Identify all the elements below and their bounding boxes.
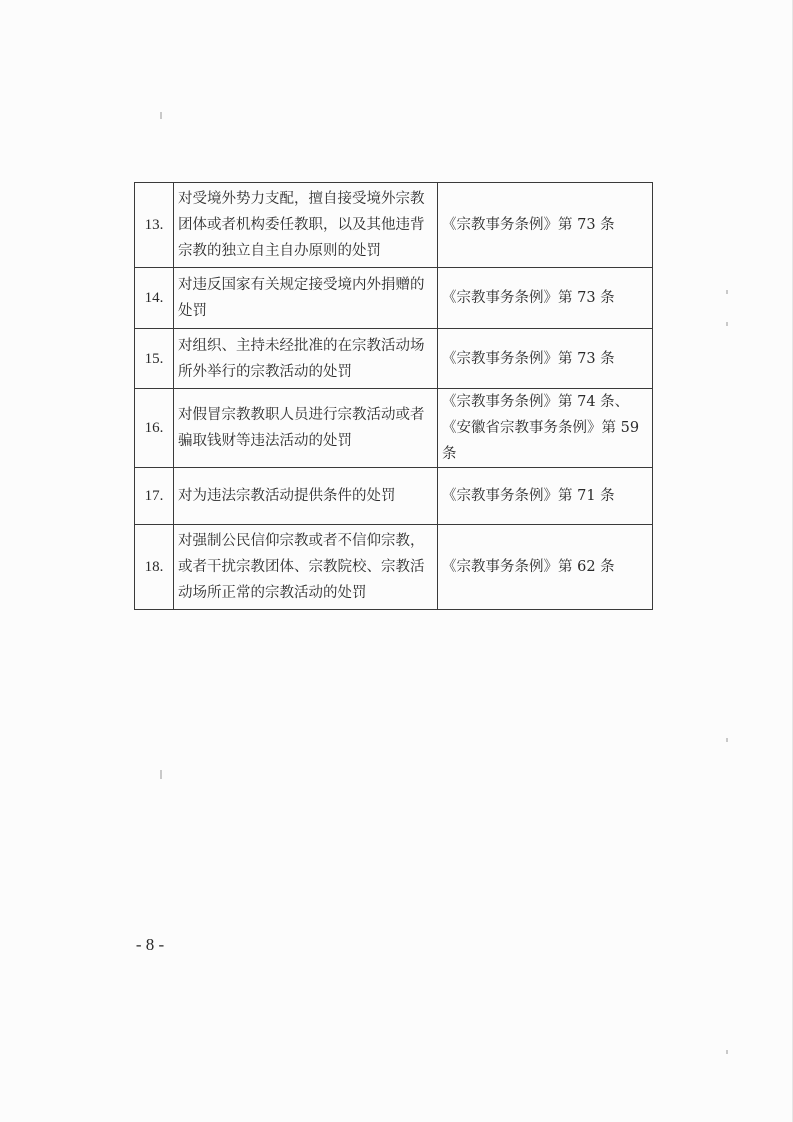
row-number: 15. xyxy=(135,329,174,389)
penalty-item: 对假冒宗教教职人员进行宗教活动或者骗取钱财等违法活动的处罚 xyxy=(174,389,438,468)
scan-speck xyxy=(160,112,162,119)
penalty-item: 对组织、主持未经批准的在宗教活动场所外举行的宗教活动的处罚 xyxy=(174,329,438,389)
legal-basis: 《宗教事务条例》第 73 条 xyxy=(438,183,653,268)
row-number: 13. xyxy=(135,183,174,268)
legal-basis: 《宗教事务条例》第 73 条 xyxy=(438,329,653,389)
scan-speck xyxy=(726,1050,728,1054)
row-number: 14. xyxy=(135,268,174,329)
scan-speck xyxy=(160,770,162,779)
row-number: 18. xyxy=(135,525,174,610)
penalty-item: 对为违法宗教活动提供条件的处罚 xyxy=(174,468,438,525)
page-number: - 8 - xyxy=(135,935,165,954)
table-row xyxy=(135,389,653,468)
row-number: 17. xyxy=(135,468,174,525)
scan-speck xyxy=(726,738,728,742)
penalty-item: 对受境外势力支配，擅自接受境外宗教团体或者机构委任教职，以及其他违背宗教的独立自主自办原则的处罚 xyxy=(174,183,438,268)
legal-basis: 《宗教事务条例》第 73 条 xyxy=(438,268,653,329)
table-row xyxy=(135,329,653,389)
legal-basis: 《宗教事务条例》第 71 条 xyxy=(438,468,653,525)
legal-basis: 《宗教事务条例》第 74 条、《安徽省宗教事务条例》第 59 条 xyxy=(438,389,653,468)
penalty-table xyxy=(134,182,653,610)
legal-basis: 《宗教事务条例》第 62 条 xyxy=(438,525,653,610)
penalty-item: 对强制公民信仰宗教或者不信仰宗教，或者干扰宗教团体、宗教院校、宗教活动场所正常的宗教活动的处罚 xyxy=(174,525,438,610)
penalty-item: 对违反国家有关规定接受境内外捐赠的处罚 xyxy=(174,268,438,329)
scan-speck xyxy=(726,322,728,326)
table-row xyxy=(135,268,653,329)
scan-speck xyxy=(726,290,728,294)
table-row xyxy=(135,183,653,268)
table-row xyxy=(135,525,653,610)
row-number: 16. xyxy=(135,389,174,468)
table-row xyxy=(135,468,653,525)
